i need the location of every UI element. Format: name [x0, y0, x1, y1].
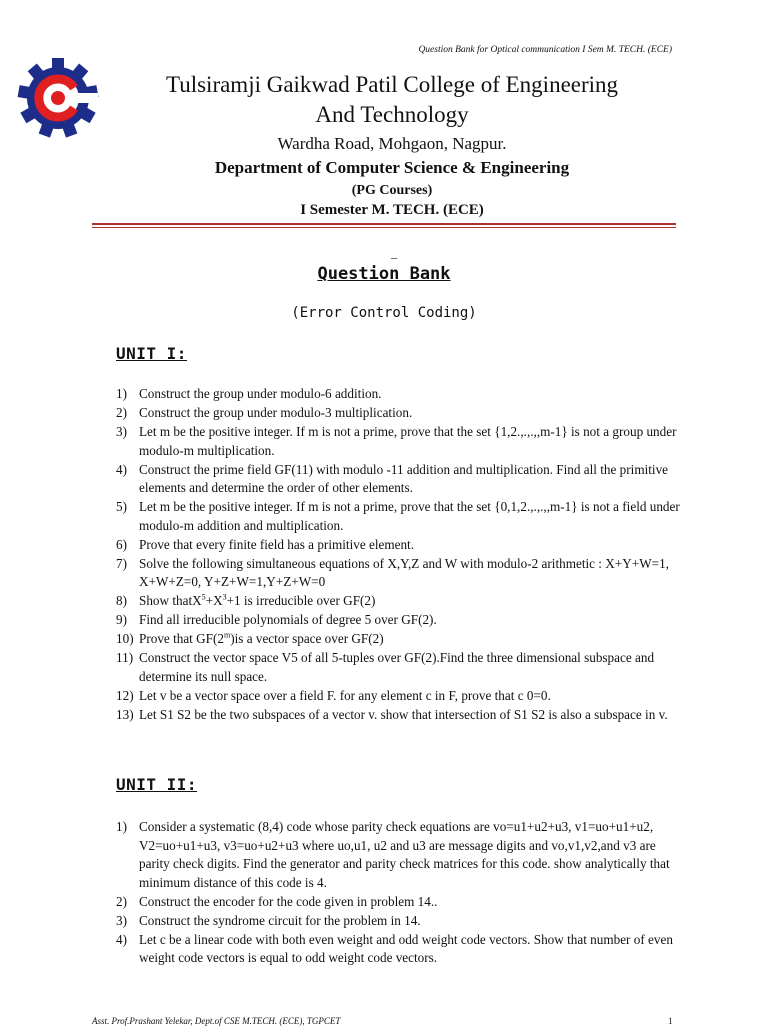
question-number: 2): [116, 893, 127, 909]
question-text: Construct the vector space V5 of all 5-tuples over GF(2).Find the three dimensional subspace and determine its null space.: [139, 650, 655, 684]
superscript: 5: [201, 592, 206, 602]
question-text: Let v be a vector space over a field F. for any element c in F, prove that c 0=0.: [139, 687, 551, 703]
question-number: 1): [116, 386, 127, 401]
question-text: Solve the following simultaneous equations of X,Y,Z and W with modulo-2 arithmetic : X+Y+W=1, X+W+Z=0, Y+Z+W=1,Y+Z+W=0: [139, 555, 669, 589]
question-number: 3): [116, 424, 127, 439]
list-item: [116, 555, 682, 592]
question-text-part: Show thatX: [139, 593, 202, 608]
list-item: [116, 912, 682, 931]
list-item: [116, 404, 682, 423]
semester-label: I Semester M. TECH. (ECE): [300, 202, 484, 218]
question-number: 4): [116, 931, 127, 947]
question-text: Consider a systematic (8,4) code whose parity check equations are vo=u1+u2+u3, v1=uo+u1+u2, V2=uo+u1+u3, v3=uo+u2+u3 where uo,u1, u2 and u3 are message digits and vo,v1,v2,and v3 are parity check digits. Find the generator and parity check matrices for this code. show analytically that minimum distance of this code is 4.: [139, 819, 670, 890]
question-text: Let m be the positive integer. If m is not a prime, prove that the set {1,2.,.,.,,m-1} is not a group under modulo-m multiplication.: [139, 424, 677, 458]
question-number: 10): [116, 631, 134, 646]
list-item: [116, 630, 682, 649]
list-item: [116, 536, 682, 555]
college-gear-logo-icon: [16, 56, 100, 140]
unit-1-heading: UNIT I:: [116, 344, 187, 363]
question-number: 4): [116, 461, 127, 477]
list-item: [116, 706, 682, 725]
list-item: [116, 498, 682, 535]
question-number: 6): [116, 536, 127, 552]
question-number: 12): [116, 687, 134, 703]
list-item: [116, 649, 682, 686]
list-item: [116, 385, 682, 404]
question-text: Prove that every finite field has a primitive element.: [139, 536, 415, 552]
question-text: Construct the syndrome circuit for the problem in 14.: [139, 912, 421, 928]
superscript: 3: [222, 592, 227, 602]
question-text-part: Prove that GF(2: [139, 631, 224, 646]
list-item: [116, 893, 682, 912]
question-number: 8): [116, 593, 127, 608]
question-number: 11): [116, 650, 134, 665]
header-divider-thin: [92, 227, 676, 228]
question-text: Find all irreducible polynomials of degree 5 over GF(2).: [139, 612, 437, 627]
college-name-line1: Tulsiramji Gaikwad Patil College of Engineering: [165, 72, 619, 97]
document-title: Question Bank: [317, 264, 451, 284]
question-text: Construct the group under modulo-3 multiplication.: [139, 405, 413, 420]
running-header: Question Bank for Optical communication I Sem M. TECH. (ECE): [418, 45, 672, 55]
question-text: Construct the encoder for the code given in problem 14..: [139, 893, 438, 909]
question-number: 7): [116, 555, 127, 571]
question-text: Construct the prime field GF(11) with modulo -11 addition and multiplication. Find all the primitive elements and determine the order of other elements.: [139, 461, 669, 495]
question-number: 13): [116, 706, 134, 722]
page-footer: Asst. Prof.Prashant Yelekar, Dept.of CSE M.TECH. (ECE), TGPCET: [92, 1016, 341, 1026]
unit-2-heading: UNIT II:: [116, 775, 198, 794]
page-number: 1: [668, 1016, 673, 1026]
list-item: [116, 931, 682, 968]
superscript: m: [223, 630, 231, 640]
stray-dash: _: [391, 246, 397, 260]
question-text-part: +X: [205, 593, 223, 608]
unit-2-question-list: [116, 818, 682, 968]
department-name: Department of Computer Science & Engineering: [214, 158, 570, 177]
list-item: [116, 423, 682, 460]
college-address: Wardha Road, Mohgaon, Nagpur.: [277, 134, 507, 153]
list-item: [116, 592, 682, 611]
question-number: 1): [116, 819, 127, 834]
question-number: 2): [116, 405, 127, 420]
question-text: Let m be the positive integer. If m is not a prime, prove that the set {0,1,2.,.,.,,m-1} is not a field under modulo-m addition and multiplication.: [139, 499, 680, 533]
header-divider-thick: [92, 223, 676, 225]
institution-header: [92, 70, 692, 219]
unit-1-question-list: [116, 385, 682, 725]
question-number: 3): [116, 912, 127, 928]
document-subtitle: (Error Control Coding): [291, 305, 477, 321]
question-text: Let S1 S2 be the two subspaces of a vector v. show that intersection of S1 S2 is also a subspace in v.: [139, 706, 668, 722]
list-item: [116, 818, 682, 892]
question-number: 9): [116, 612, 127, 627]
list-item: [116, 611, 682, 630]
list-item: [116, 687, 682, 706]
list-item: [116, 461, 682, 498]
question-text: Construct the group under modulo-6 addition.: [139, 386, 382, 401]
question-number: 5): [116, 499, 127, 514]
question-text-part: )is a vector space over GF(2): [230, 631, 384, 646]
college-name-line2: And Technology: [315, 102, 469, 127]
question-text-part: +1 is irreducible over GF(2): [226, 593, 376, 608]
question-text: Let c be a linear code with both even weight and odd weight code vectors. Show that number of even weight code vectors is equal to odd weight code vectors.: [139, 931, 673, 965]
courses-label: (PG Courses): [351, 183, 433, 198]
